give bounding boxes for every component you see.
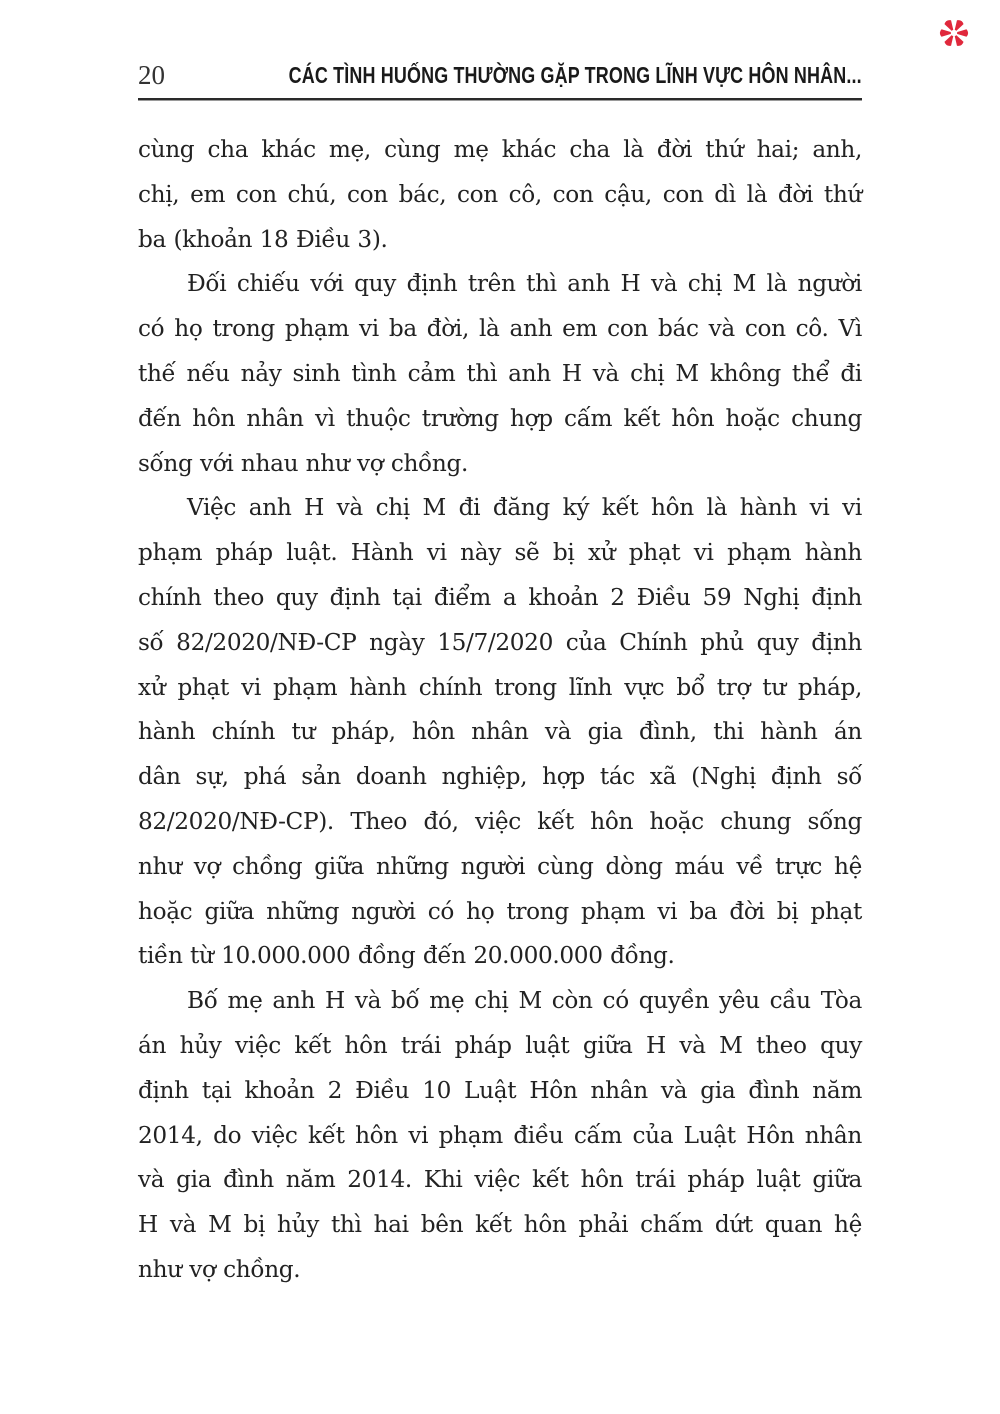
text-line: hành chính tư pháp, hôn nhân và gia đình, thi hành án [138,718,862,746]
text-line: 2014, do việc kết hôn vi phạm điều cấm của Luật Hôn nhân [138,1121,862,1149]
page-number: 20 [138,60,165,90]
text-line: Việc anh H và chị M đi đăng ký kết hôn là hành vi vi [187,494,862,522]
text-line: cùng cha khác mẹ, cùng mẹ khác cha là đời thứ hai; anh, [138,136,862,163]
text-line: đến hôn nhân vì thuộc trường hợp cấm kết hôn hoặc chung [138,404,862,432]
text-line: dân sự, phá sản doanh nghiệp, hợp tác xã (Nghị định số [138,763,862,791]
text-line: có họ trong phạm vi ba đời, là anh em con bác và con cô. Vì [138,315,862,343]
paragraph [138,486,862,979]
text-line: như vợ chồng giữa những người cùng dòng máu về trực hệ [138,852,862,880]
text-line: hoặc giữa những người có họ trong phạm vi ba đời bị phạt [138,897,862,925]
logo-center [951,30,957,36]
text-line: H và M bị hủy thì hai bên kết hôn phải chấm dứt quan hệ [138,1211,862,1239]
text-line: án hủy việc kết hôn trái pháp luật giữa H và M theo quy [138,1031,862,1059]
paragraph [138,262,862,486]
text-line: chị, em con chú, con bác, con cô, con cậu, con dì là đời thứ [138,180,862,208]
text-line: sống với nhau như vợ chồng. [138,449,468,477]
body-text [138,128,862,1293]
red-flower-logo-icon [937,16,971,50]
paragraph-continuation [138,128,862,262]
text-line: định tại khoản 2 Điều 10 Luật Hôn nhân và gia đình năm [138,1076,862,1104]
text-line: tiền từ 10.000.000 đồng đến 20.000.000 đồng. [138,942,675,970]
text-line: Bố mẹ anh H và bố mẹ chị M còn có quyền yêu cầu Tòa [187,987,862,1015]
paragraph [138,979,862,1293]
flower-logo-svg [937,16,971,50]
text-line: và gia đình năm 2014. Khi việc kết hôn trái pháp luật giữa [138,1166,862,1194]
text-line: xử phạt vi phạm hành chính trong lĩnh vực bổ trợ tư pháp, [138,673,862,701]
text-line: ba (khoản 18 Điều 3). [138,225,388,253]
text-line: như vợ chồng. [138,1255,301,1283]
text-line: Đối chiếu với quy định trên thì anh H và chị M là người [187,270,862,298]
text-line: thế nếu nảy sinh tình cảm thì anh H và chị M không thể đi [138,359,862,387]
text-line: 82/2020/NĐ-CP). Theo đó, việc kết hôn hoặc chung sống [138,807,862,835]
running-title: CÁC TÌNH HUỐNG THƯỜNG GẶP TRONG LĨNH VỰC HÔN NHÂN... [288,62,862,88]
text-line: phạm pháp luật. Hành vi này sẽ bị xử phạt vi phạm hành [138,539,862,567]
running-header [138,58,862,100]
text-line: chính theo quy định tại điểm a khoản 2 Điều 59 Nghị định [138,583,862,611]
text-line: số 82/2020/NĐ-CP ngày 15/7/2020 của Chính phủ quy định [138,628,862,656]
